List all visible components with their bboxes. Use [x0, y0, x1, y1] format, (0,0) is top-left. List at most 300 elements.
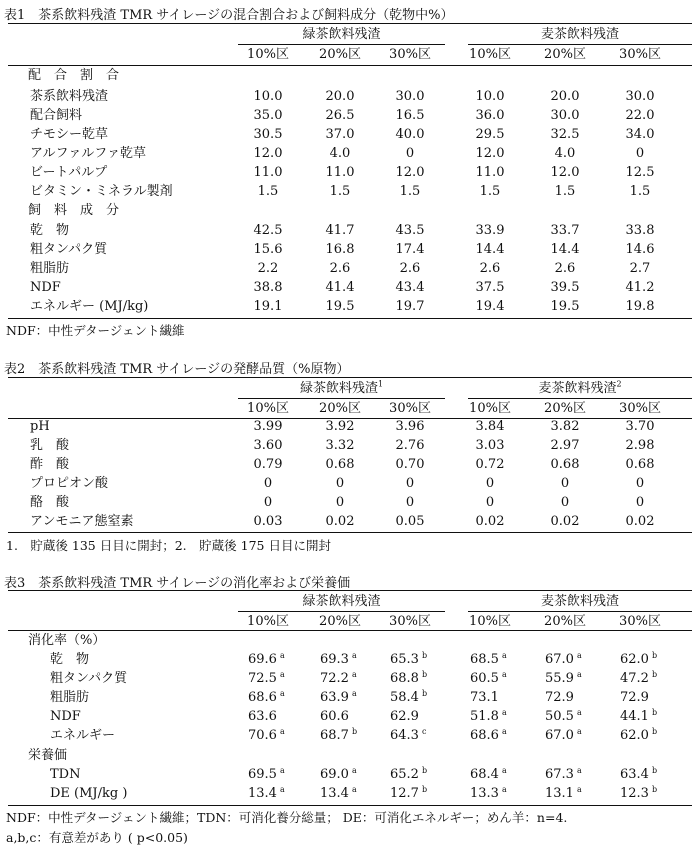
cell-value: 47.2 [620, 671, 649, 686]
table-cell [248, 728, 310, 744]
table-cell [470, 728, 532, 744]
column-header: 30%区 [389, 401, 431, 416]
table-cell: 0 [635, 495, 645, 510]
significance-mark: a [501, 707, 507, 717]
significance-mark: b [651, 765, 658, 775]
column-header: 20%区 [319, 614, 361, 629]
cell-value: 72.2 [320, 671, 349, 686]
significance-mark: b [351, 726, 358, 736]
row-label: 酢 酸 [30, 457, 70, 472]
table-cell: 3.03 [475, 438, 505, 453]
table-cell: 19.1 [253, 299, 283, 314]
section-label: 飼 料 成 分 [28, 203, 120, 218]
group-underline [468, 611, 692, 612]
table-cell: 2.6 [329, 261, 351, 276]
table-footnote: a,b,c：有意差があり ( p<0.05) [6, 830, 188, 845]
row-label: NDF [50, 709, 81, 724]
table-cell [545, 690, 607, 706]
table-cell: 30.0 [625, 89, 655, 104]
significance-mark: a [501, 784, 507, 794]
row-label: ビートパルプ [30, 165, 108, 180]
row-label: 粗脂肪 [50, 690, 90, 705]
table-cell: 0.72 [475, 457, 505, 472]
section-label: 配 合 割 合 [28, 68, 120, 83]
row-label: 酪 酸 [30, 495, 70, 510]
cell-value: 69.6 [248, 652, 277, 667]
table-cell [248, 767, 310, 783]
table-cell: 0 [405, 495, 415, 510]
cell-value: 69.3 [320, 652, 349, 667]
cell-value: 69.5 [248, 767, 277, 782]
table-cell [470, 709, 532, 725]
table-cell [470, 690, 532, 706]
table-cell [620, 767, 682, 783]
row-label: DE (MJ/kg ) [50, 786, 128, 801]
cell-value: 68.6 [470, 728, 499, 743]
table-cell [320, 728, 382, 744]
group-underline [468, 398, 692, 399]
table-bottom-rule [8, 318, 692, 319]
table-cell: 30.0 [395, 89, 425, 104]
significance-mark: a [279, 688, 285, 698]
table-cell: 2.6 [479, 261, 501, 276]
table-cell [390, 690, 452, 706]
row-label: TDN [50, 767, 81, 782]
significance-mark: a [351, 669, 357, 679]
group-footnote-mark: 2 [616, 379, 622, 389]
significance-mark: a [576, 784, 582, 794]
significance-mark: b [421, 669, 428, 679]
table-cell [390, 767, 452, 783]
table-footnote: 1. 貯蔵後 135 日目に開封；2. 貯蔵後 175 日目に開封 [6, 538, 331, 553]
table-cell: 0 [485, 495, 495, 510]
column-header: 10%区 [469, 401, 511, 416]
cell-value: 73.1 [470, 690, 499, 705]
column-header: 30%区 [619, 401, 661, 416]
table-cell: 33.8 [625, 223, 655, 238]
cell-value: 63.9 [320, 690, 349, 705]
significance-mark: b [651, 784, 658, 794]
row-label: 粗タンパク質 [30, 242, 108, 257]
row-label: pH [30, 419, 50, 434]
table-cell: 41.4 [325, 280, 355, 295]
table-cell [320, 690, 382, 706]
row-label: アルファルファ乾草 [30, 146, 146, 161]
table-cell: 2.6 [399, 261, 421, 276]
table-cell: 0.02 [475, 514, 505, 529]
column-header: 20%区 [544, 47, 586, 62]
cell-value: 68.8 [390, 671, 419, 686]
cell-value: 68.5 [470, 652, 499, 667]
significance-mark: a [279, 650, 285, 660]
row-label: 乾 物 [50, 652, 90, 667]
table-cell [248, 671, 310, 687]
table-cell: 36.0 [475, 108, 505, 123]
table-cell: 17.4 [395, 242, 425, 257]
significance-mark: b [421, 765, 428, 775]
cell-value: 68.6 [248, 690, 277, 705]
cell-value: 12.7 [390, 786, 419, 801]
cell-value: 67.0 [545, 728, 574, 743]
section-label: 栄養価 [28, 748, 68, 763]
cell-value: 72.9 [620, 690, 649, 705]
significance-mark: a [351, 688, 357, 698]
column-group-header [468, 594, 692, 610]
table-cell: 2.2 [257, 261, 279, 276]
table-cell: 12.0 [395, 165, 425, 180]
significance-mark: a [501, 726, 507, 736]
table-cell: 14.4 [550, 242, 580, 257]
table-cell: 0 [635, 146, 645, 161]
table-cell: 0 [560, 476, 570, 491]
table-cell: 29.5 [475, 127, 505, 142]
table-cell: 40.0 [395, 127, 425, 142]
table-cell: 30.5 [253, 127, 283, 142]
column-group-header [238, 381, 445, 397]
table-cell: 12.0 [475, 146, 505, 161]
table-caption: 表1 茶系飲料残渣 TMR サイレージの混合割合および飼料成分（乾物中%） [4, 8, 454, 23]
cell-value: 65.3 [390, 652, 419, 667]
table-cell: 11.0 [325, 165, 355, 180]
table-cell: 11.0 [475, 165, 505, 180]
table-cell [545, 767, 607, 783]
row-label: エネルギー [50, 728, 116, 743]
cell-value: 68.4 [470, 767, 499, 782]
significance-mark: b [421, 650, 428, 660]
column-header: 10%区 [247, 47, 289, 62]
table-cell [248, 652, 310, 668]
cell-value: 69.0 [320, 767, 349, 782]
table-cell: 12.0 [550, 165, 580, 180]
table-cell [620, 786, 682, 802]
group-label: 麦茶飲料残渣 [540, 27, 619, 42]
table-cell [545, 652, 607, 668]
cell-value: 58.4 [390, 690, 419, 705]
table-top-rule [8, 377, 692, 378]
cell-value: 13.4 [248, 786, 277, 801]
table-cell: 2.6 [554, 261, 576, 276]
cell-value: 13.3 [470, 786, 499, 801]
column-header: 20%区 [544, 401, 586, 416]
table-cell [390, 652, 452, 668]
significance-mark: b [651, 707, 658, 717]
table-cell [545, 671, 607, 687]
column-header: 30%区 [389, 614, 431, 629]
column-header: 10%区 [469, 47, 511, 62]
row-label: 配合飼料 [30, 108, 83, 123]
row-label: 乾 物 [30, 223, 70, 238]
significance-mark: b [651, 650, 658, 660]
significance-mark: a [576, 765, 582, 775]
significance-mark: b [421, 688, 428, 698]
column-group-header [468, 381, 692, 397]
table-cell: 38.8 [253, 280, 283, 295]
table-cell: 35.0 [253, 108, 283, 123]
table-cell: 4.0 [329, 146, 351, 161]
group-footnote-mark: 1 [377, 379, 384, 389]
significance-mark: a [576, 726, 582, 736]
table-cell [545, 728, 607, 744]
table-cell: 2.76 [395, 438, 425, 453]
significance-mark: a [501, 765, 507, 775]
table-cell [390, 728, 452, 744]
table-cell: 3.60 [253, 438, 283, 453]
table-cell: 2.7 [629, 261, 651, 276]
table-cell [248, 709, 310, 725]
table-cell: 37.5 [475, 280, 505, 295]
table-cell: 1.5 [479, 184, 501, 199]
significance-mark: a [279, 765, 285, 775]
table-cell: 0.03 [253, 514, 283, 529]
significance-mark: a [351, 650, 357, 660]
header-rule [8, 65, 692, 66]
significance-mark: a [501, 669, 507, 679]
cell-value: 63.6 [248, 709, 277, 724]
table-cell: 3.32 [325, 438, 355, 453]
table-cell [620, 709, 682, 725]
table-cell [390, 786, 452, 802]
table-cell: 1.5 [629, 184, 651, 199]
significance-mark: a [351, 784, 357, 794]
table-cell [320, 709, 382, 725]
table-cell [545, 709, 607, 725]
cell-value: 67.3 [545, 767, 574, 782]
table-cell: 3.70 [625, 419, 655, 434]
table-cell: 16.5 [395, 108, 425, 123]
cell-value: 60.5 [470, 671, 499, 686]
table-cell: 0.05 [395, 514, 425, 529]
significance-mark: b [651, 669, 658, 679]
table-cell [320, 767, 382, 783]
table-cell: 0 [405, 476, 415, 491]
table-cell [620, 671, 682, 687]
cell-value: 64.3 [390, 728, 419, 743]
table-cell [248, 786, 310, 802]
table-cell: 1.5 [554, 184, 576, 199]
cell-value: 50.5 [545, 709, 574, 724]
table-cell [320, 652, 382, 668]
table-cell [470, 652, 532, 668]
cell-value: 13.1 [545, 786, 574, 801]
table-caption: 表3 茶系飲料残渣 TMR サイレージの消化率および栄養価 [4, 576, 351, 591]
cell-value: 13.4 [320, 786, 349, 801]
table-cell: 20.0 [325, 89, 355, 104]
table-cell: 33.7 [550, 223, 580, 238]
table-cell: 1.5 [257, 184, 279, 199]
table-cell: 37.0 [325, 127, 355, 142]
significance-mark: a [576, 650, 582, 660]
group-underline [238, 398, 445, 399]
row-label: ビタミン・ミネラル製剤 [30, 184, 173, 199]
table-cell: 15.6 [253, 242, 283, 257]
column-group-header [238, 594, 445, 610]
table-top-rule [8, 23, 692, 24]
table-caption: 表2 茶系飲料残渣 TMR サイレージの発酵品質（%原物） [4, 362, 350, 377]
table-cell: 4.0 [554, 146, 576, 161]
row-label: アンモニア態窒素 [30, 514, 134, 529]
cell-value: 72.5 [248, 671, 277, 686]
table-cell: 2.97 [550, 438, 580, 453]
cell-value: 63.4 [620, 767, 649, 782]
table-cell: 0 [560, 495, 570, 510]
row-label: 乳 酸 [30, 438, 70, 453]
table-cell: 12.0 [253, 146, 283, 161]
significance-mark: a [279, 784, 285, 794]
significance-mark: c [421, 726, 427, 736]
table-cell: 30.0 [550, 108, 580, 123]
group-underline [238, 44, 445, 45]
table-cell: 41.2 [625, 280, 655, 295]
table-cell: 19.5 [550, 299, 580, 314]
table-cell: 2.98 [625, 438, 655, 453]
table-cell: 14.6 [625, 242, 655, 257]
cell-value: 44.1 [620, 709, 649, 724]
table-cell: 0.02 [550, 514, 580, 529]
header-rule [8, 630, 692, 631]
group-label: 緑茶飲料残渣 [302, 27, 381, 42]
table-cell: 3.99 [253, 419, 283, 434]
table-bottom-rule [8, 805, 692, 806]
table-cell: 19.7 [395, 299, 425, 314]
table-cell: 33.9 [475, 223, 505, 238]
cell-value: 51.8 [470, 709, 499, 724]
group-label: 緑茶飲料残渣 [299, 381, 378, 396]
column-group-header [468, 27, 692, 43]
table-cell [620, 652, 682, 668]
row-label: チモシー乾草 [30, 127, 109, 142]
row-label: プロピオン酸 [30, 476, 109, 491]
significance-mark: a [279, 669, 285, 679]
cell-value: 62.0 [620, 728, 649, 743]
column-header: 30%区 [389, 47, 431, 62]
table-cell: 0 [263, 495, 273, 510]
table-cell: 0 [405, 146, 415, 161]
table-cell: 0 [485, 476, 495, 491]
cell-value: 68.7 [320, 728, 349, 743]
table-cell: 3.92 [325, 419, 355, 434]
group-underline [238, 611, 445, 612]
table-footnote: NDF：中性デタージェント繊維；TDN：可消化養分総量； DE：可消化エネルギー；めん羊：n=4. [6, 810, 568, 825]
table-cell: 11.0 [253, 165, 283, 180]
table-cell: 0 [335, 476, 345, 491]
table-top-rule [8, 590, 692, 591]
cell-value: 62.0 [620, 652, 649, 667]
table-cell: 0 [635, 476, 645, 491]
table-cell: 20.0 [550, 89, 580, 104]
table-cell [320, 786, 382, 802]
column-header: 30%区 [619, 614, 661, 629]
group-label: 麦茶飲料残渣 [540, 594, 619, 609]
table-cell: 43.5 [395, 223, 425, 238]
row-label: 粗タンパク質 [50, 671, 128, 686]
table-cell: 32.5 [550, 127, 580, 142]
table-cell: 3.82 [550, 419, 580, 434]
column-header: 10%区 [247, 614, 289, 629]
column-header: 10%区 [469, 614, 511, 629]
table-cell: 16.8 [325, 242, 355, 257]
table-cell: 0.68 [325, 457, 355, 472]
table-cell [545, 786, 607, 802]
table-cell: 0.02 [325, 514, 355, 529]
group-label: 緑茶飲料残渣 [302, 594, 381, 609]
table-cell: 3.84 [475, 419, 505, 434]
cell-value: 62.9 [390, 709, 419, 724]
cell-value: 70.6 [248, 728, 277, 743]
cell-value: 12.3 [620, 786, 649, 801]
table-cell: 10.0 [475, 89, 505, 104]
table-cell: 0.68 [550, 457, 580, 472]
significance-mark: b [651, 726, 658, 736]
cell-value: 72.9 [545, 690, 574, 705]
column-header: 10%区 [247, 401, 289, 416]
table-cell [470, 786, 532, 802]
significance-mark: a [501, 650, 507, 660]
column-header: 20%区 [319, 401, 361, 416]
column-group-header [238, 27, 445, 43]
table-cell [470, 767, 532, 783]
table-cell [620, 690, 682, 706]
row-label: エネルギー (MJ/kg) [30, 299, 149, 314]
cell-value: 65.2 [390, 767, 419, 782]
table-cell: 3.96 [395, 419, 425, 434]
column-header: 20%区 [544, 614, 586, 629]
significance-mark: b [421, 784, 428, 794]
table-cell: 22.0 [625, 108, 655, 123]
table-cell [320, 671, 382, 687]
table-cell: 12.5 [625, 165, 655, 180]
group-label: 麦茶飲料残渣 [538, 381, 617, 396]
table-cell: 41.7 [325, 223, 355, 238]
row-label: 粗脂肪 [30, 261, 70, 276]
row-label: NDF [30, 280, 61, 295]
table-cell: 0.68 [625, 457, 655, 472]
table-cell: 26.5 [325, 108, 355, 123]
table-cell: 42.5 [253, 223, 283, 238]
cell-value: 67.0 [545, 652, 574, 667]
column-header: 20%区 [319, 47, 361, 62]
table-cell: 19.8 [625, 299, 655, 314]
table-cell: 19.4 [475, 299, 505, 314]
table-cell: 19.5 [325, 299, 355, 314]
table-footnote: NDF：中性デタージェント繊維 [6, 323, 185, 338]
table-cell: 34.0 [625, 127, 655, 142]
table-cell: 0.79 [253, 457, 283, 472]
table-cell: 0 [263, 476, 273, 491]
table-cell: 10.0 [253, 89, 283, 104]
table-cell: 1.5 [399, 184, 421, 199]
table-cell: 0.02 [625, 514, 655, 529]
table-cell: 1.5 [329, 184, 351, 199]
section-label: 消化率（%） [28, 633, 106, 648]
table-cell [390, 671, 452, 687]
table-cell: 14.4 [475, 242, 505, 257]
table-cell: 39.5 [550, 280, 580, 295]
significance-mark: a [576, 669, 582, 679]
table-bottom-rule [8, 532, 692, 533]
table-cell [390, 709, 452, 725]
group-underline [468, 44, 692, 45]
table-cell: 43.4 [395, 280, 425, 295]
row-label: 茶系飲料残渣 [30, 89, 109, 104]
table-cell [248, 690, 310, 706]
table-cell: 0.70 [395, 457, 425, 472]
significance-mark: a [279, 726, 285, 736]
cell-value: 55.9 [545, 671, 574, 686]
significance-mark: a [576, 707, 582, 717]
table-cell: 0 [335, 495, 345, 510]
table-cell [470, 671, 532, 687]
significance-mark: a [351, 765, 357, 775]
